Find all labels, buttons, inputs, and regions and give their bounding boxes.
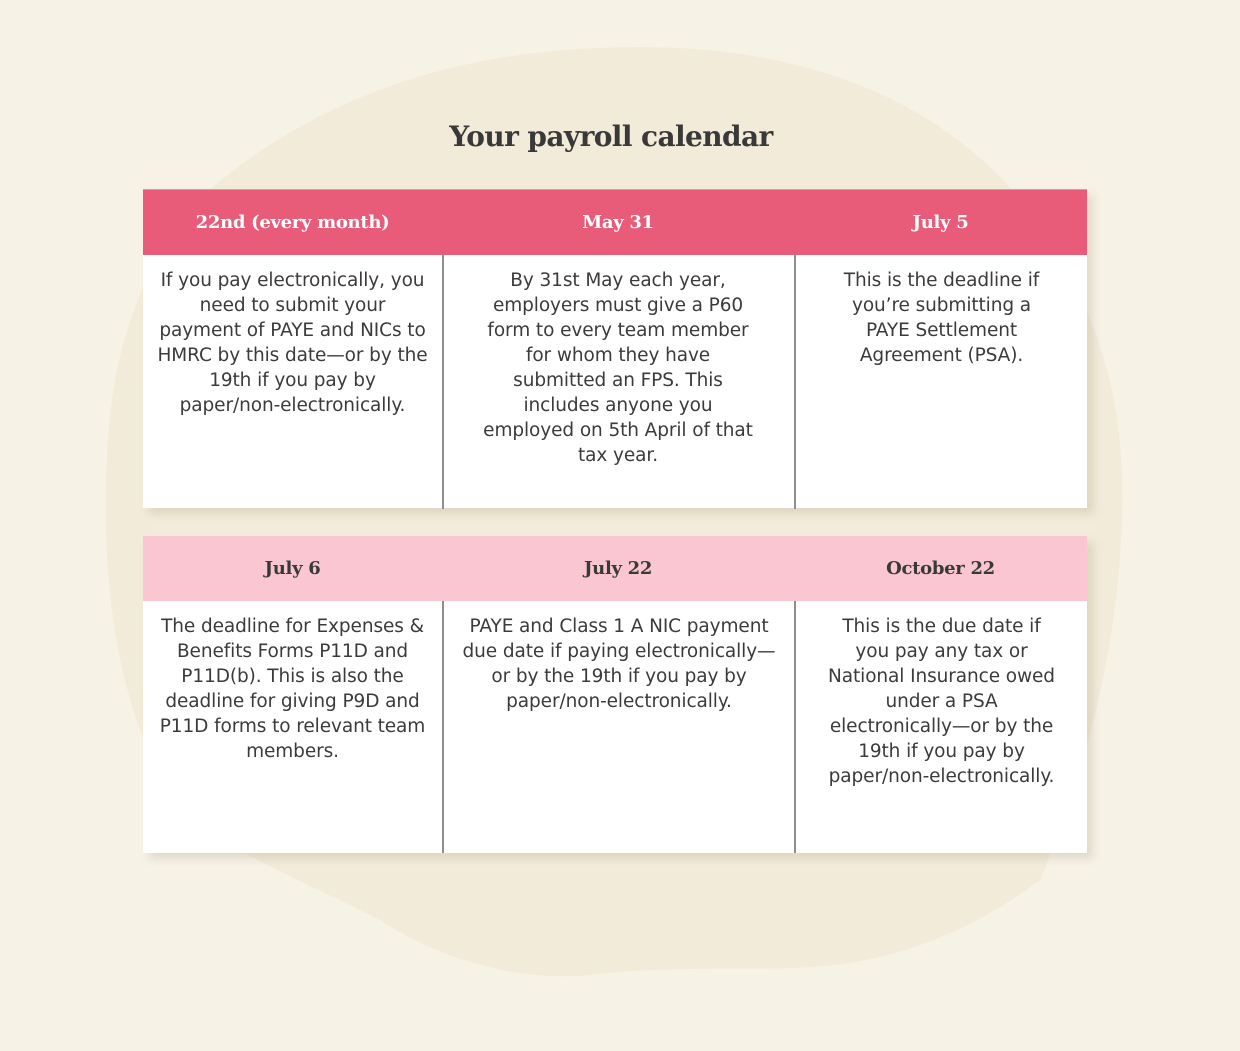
deadline-description: PAYE and Class 1 A NIC payment due date if paying electronically—or by the 19th if you pay by paper/non-electronically. [442, 601, 794, 853]
deadline-description: If you pay electronically, you need to submit your payment of PAYE and NICs to HMRC by this date—or by the 19th if you pay by paper/non-electronically. [157, 270, 428, 416]
calendar-row-2-header [143, 536, 1087, 601]
date-heading: October 22 [886, 558, 995, 579]
calendar-row-2-body [143, 601, 1087, 853]
date-heading: May 31 [582, 212, 654, 233]
page-title: Your payroll calendar [449, 120, 773, 153]
date-heading: July 22 [583, 558, 653, 579]
deadline-description: This is the due date if you pay any tax or National Insurance owed under a PSA electronically—or by the 19th if you pay by paper/non-electronically. [794, 601, 1087, 853]
date-heading: July 6 [264, 558, 321, 579]
deadline-description: The deadline for Expenses & Benefits Forms P11D and P11D(b). This is also the deadline for giving P9D and P11D forms to relevant team members. [159, 616, 426, 762]
date-heading: July 5 [912, 212, 969, 233]
date-heading: 22nd (every month) [195, 212, 390, 233]
calendar-row-1-body [143, 255, 1087, 509]
deadline-description: By 31st May each year, employers must give a P60 form to every team member for whom they have submitted an FPS. This includes anyone you employed on 5th April of that tax year. [442, 255, 794, 509]
calendar-row-2 [143, 536, 1087, 853]
deadline-description: This is the deadline if you’re submitting a PAYE Settlement Agreement (PSA). [794, 255, 1087, 509]
calendar-row-1 [143, 189, 1087, 508]
calendar-row-1-header [143, 189, 1087, 255]
